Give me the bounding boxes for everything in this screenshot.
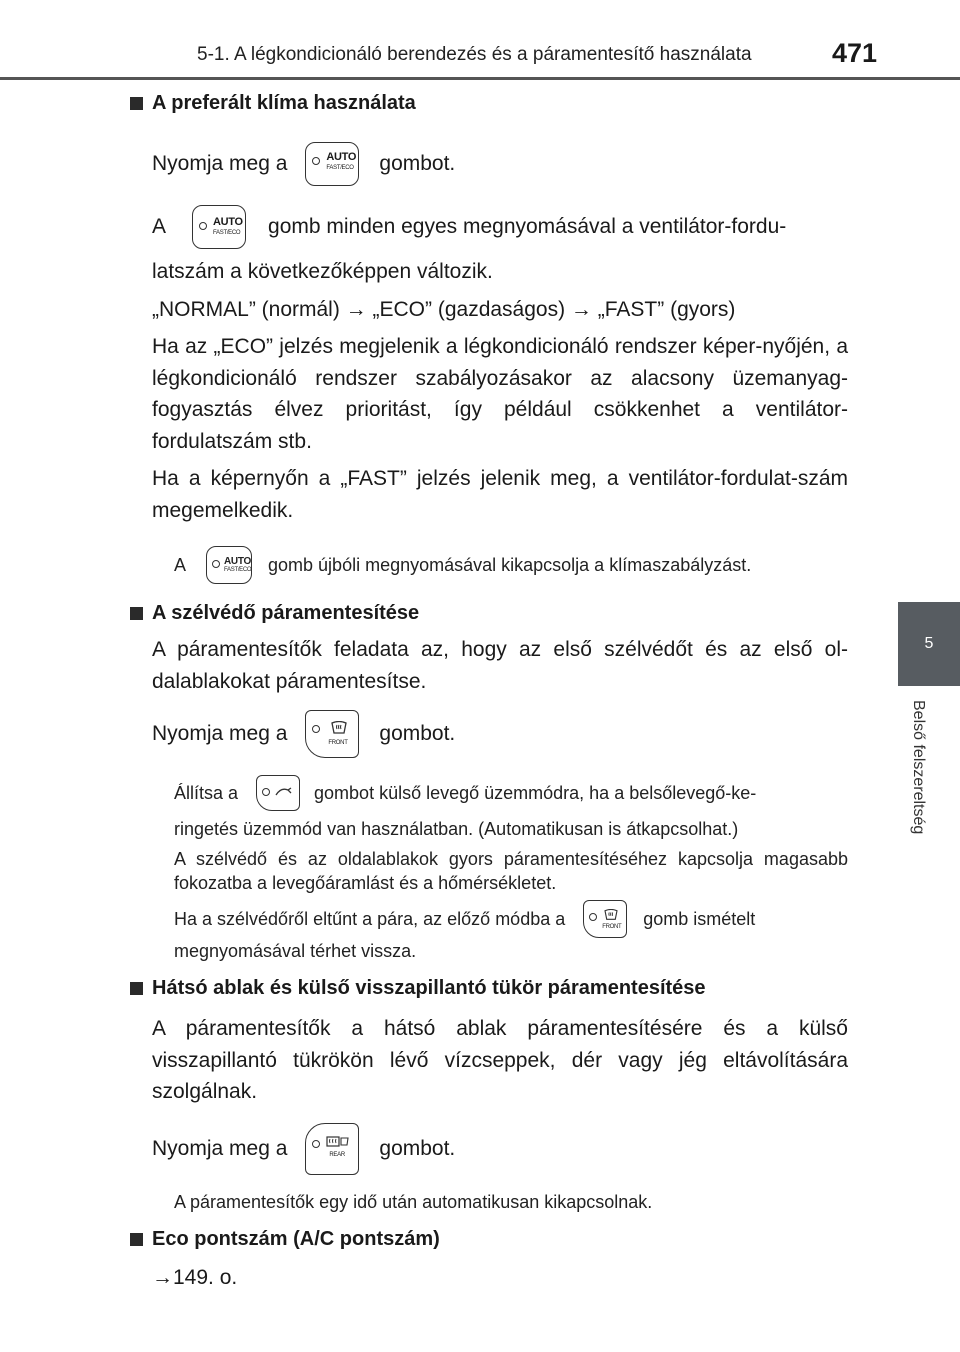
rear-defrost-button-icon: REAR [305,1123,359,1175]
auto-button-icon: AUTO FAST/ECO [192,205,246,249]
bullet-square-icon [130,1233,143,1246]
bullet-square-icon [130,97,143,110]
header-rule [0,77,960,80]
fast-defog-note: A szélvédő és az oldalablakok gyors páramentesítéséhez kapcsolja magasabb fokozatba a levegőáramlást és a hőmérsékletet. [174,849,848,893]
section-heading-windshield: A szélvédő páramentesítése [130,598,848,628]
section-heading-rear: Hátsó ablak és külső visszapillantó tükör páramentesítése [130,973,848,1003]
press-line-rear: Nyomja meg a REAR gombot. [152,1118,848,1180]
rear-paragraph: A páramentesítők a hátsó ablak páramentesítésére és a külső visszapillantó tükrökön lévő vízcseppek, dér vagy jég eltávolítására szolgálnak. [152,1017,848,1103]
section-heading-eco: Eco pontszám (A/C pontszám) [130,1224,848,1254]
auto-off-note: A AUTO FAST/ECO gomb újbóli megnyomásával kikapcsolja a klímaszabályzást. [174,542,848,588]
return-note-cont: megnyomásával térhet vissza. [174,941,417,961]
front-defrost-icon [603,909,619,921]
each-press-line: A AUTO FAST/ECO gomb minden egyes megnyomásával a ventilátor-fordu- [152,200,848,254]
header-title: 5-1. A légkondicionáló berendezés és a páramentesítő használata [197,44,752,65]
front-defrost-button-icon: FRONT [305,710,359,758]
bullet-square-icon [130,607,143,620]
each-press-cont: latszám a következőképpen változik. [152,260,493,283]
page-number: 471 [832,38,878,68]
eco-page-reference[interactable]: →149. o. [152,1265,238,1289]
press-line-front: Nyomja meg a FRONT gombot. [152,705,848,763]
section-heading-climate: A preferált klíma használata [130,88,848,118]
fast-paragraph: Ha a képernyőn a „FAST” jelzés jelenik meg, a ventilátor-fordulat-szám megemelkedik. [152,467,848,522]
return-note: Ha a szélvédőről eltűnt a pára, az előző módba a FRONT gomb ismételt [174,899,848,939]
outside-air-button-icon [256,775,300,811]
auto-button-icon: AUTO FAST/ECO [206,546,252,584]
outside-air-icon [275,786,295,798]
front-defrost-button-icon: FRONT [583,900,627,938]
bullet-square-icon [130,982,143,995]
front-defrost-icon [330,721,348,735]
auto-button-icon: AUTO FAST/ECO [305,142,359,186]
windshield-paragraph: A páramentesítők feladata az, hogy az első szélvédőt és az első ol-dalablakokat páramentesítse. [152,638,848,693]
eco-paragraph: Ha az „ECO” jelzés megjelenik a légkondicionáló rendszer képer-nyőjén, a légkondicionáló rendszer szabályozásakor az alacsony üzemanyag-fogyasztás élvez prioritást, így például csökkenhet a ventilátor-fordulatszám stb. [152,335,848,453]
press-line-auto: Nyomja meg a AUTO FAST/ECO gombot. [152,134,848,194]
rear-auto-off-note: A páramentesítők egy idő után automatikusan kikapcsolnak. [174,1191,653,1212]
outside-air-note-cont: ringetés üzemmód van használatban. (Automatikusan is átkapcsolhat.) [174,819,739,839]
chapter-tab[interactable]: 5 [898,602,960,686]
outside-air-note: Állítsa a gombot külső levegő üzemmódra, ha a belsőlevegő-ke- [174,773,848,813]
chapter-label: Belső felszereltség [910,700,927,835]
modes-line: „NORMAL” (normál) → „ECO” (gazdaságos) → „FAST” (gyors) [152,297,736,321]
rear-defrost-icon [326,1136,350,1148]
page-content [130,88,848,1293]
